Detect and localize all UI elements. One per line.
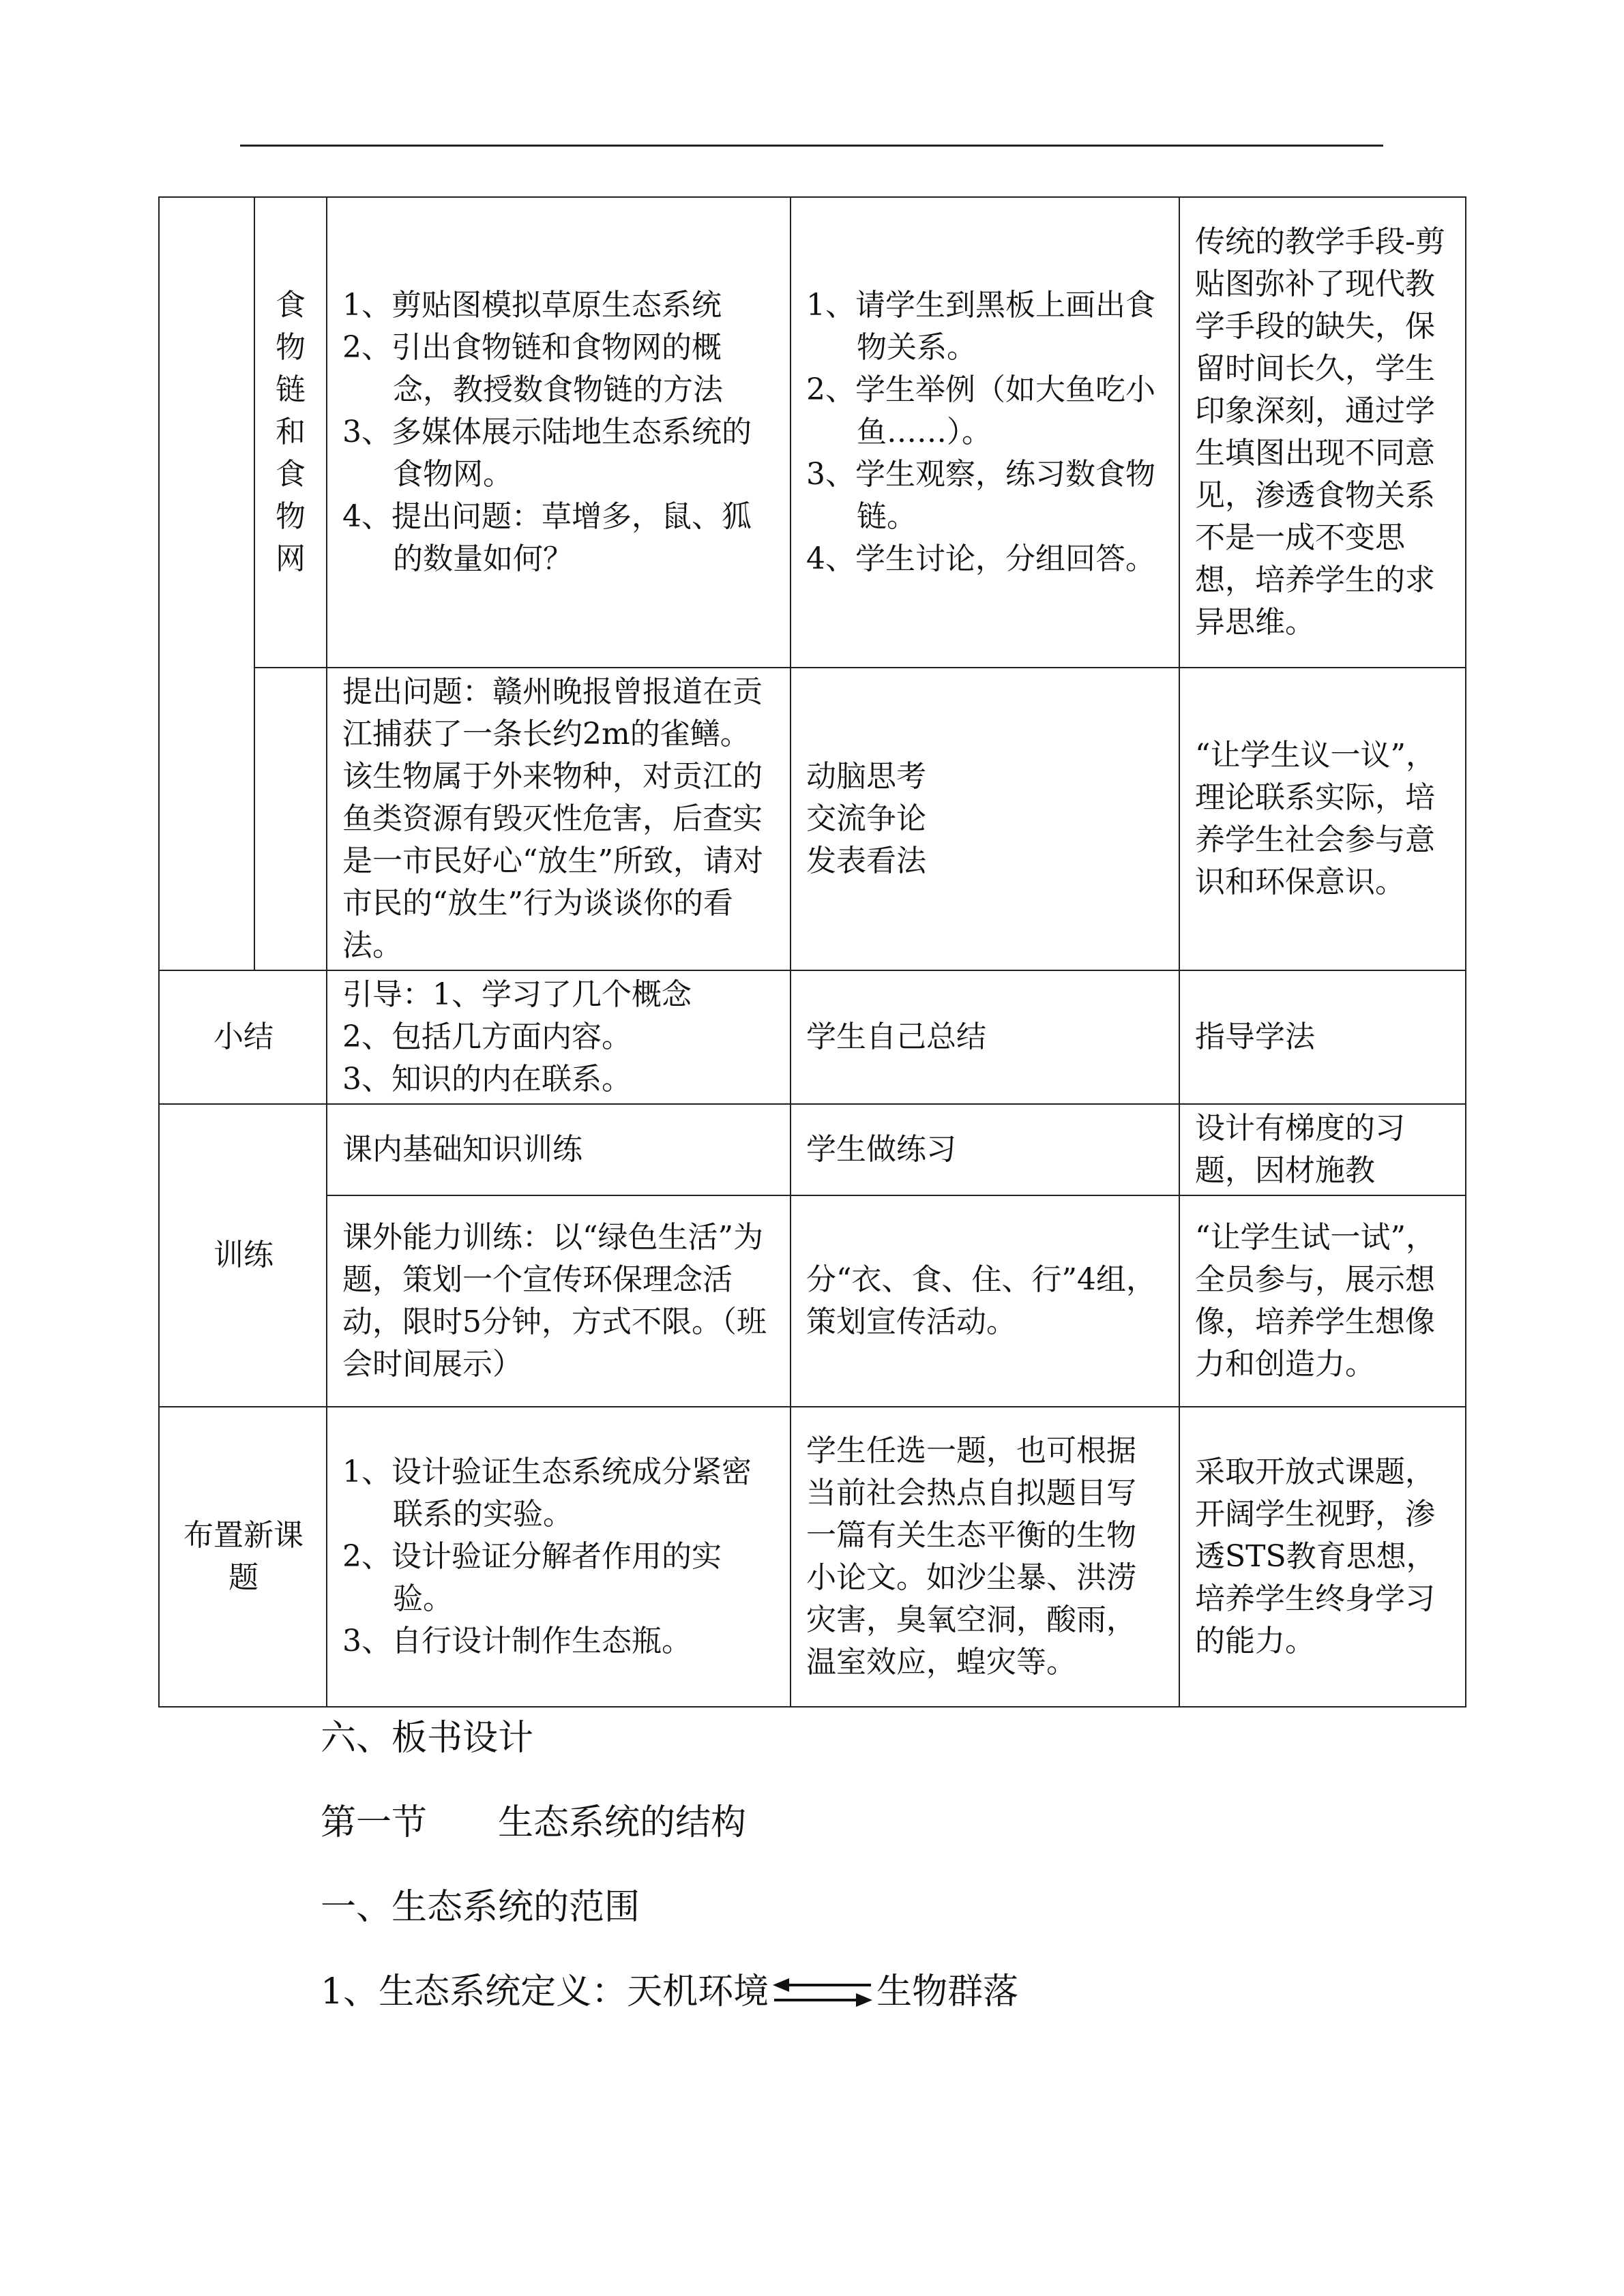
topic-char: 网 [276, 541, 306, 576]
topic-cell-blank [254, 668, 327, 970]
board-heading: 六、板书设计 [321, 1718, 534, 1759]
topic-char: 链 [276, 372, 306, 407]
list-item: 1、剪贴图模拟草原生态系统 [342, 288, 722, 323]
teacher-activity: 课内基础知识训练 [327, 1104, 791, 1195]
design-intent: 采取开放式课题，开阔学生视野，渗透STS教育思想，培养学生终身学习的能力。 [1179, 1407, 1466, 1707]
design-intent: “让学生议一议”，理论联系实际，培养学生社会参与意识和环保意识。 [1179, 668, 1466, 970]
table-row-food-chain [159, 197, 1466, 668]
list-item: 2、设计验证分解者作用的实验。 [342, 1539, 722, 1616]
topic-char: 物 [276, 499, 306, 534]
design-intent: 指导学法 [1179, 970, 1466, 1104]
table-row-release [159, 668, 1466, 970]
list-item: 3、知识的内在联系。 [342, 1062, 632, 1097]
teacher-activity [327, 197, 791, 668]
teacher-activity: 课外能力训练：以“绿色生活”为题，策划一个宣传环保理念活动，限时5分钟，方式不限。（班会时间展示） [327, 1195, 791, 1407]
table-row-training-basic [159, 1104, 1466, 1195]
list-item: 2、学生举例（如大鱼吃小鱼……）。 [806, 372, 1155, 449]
list-item: 2、包括几方面内容。 [342, 1019, 632, 1054]
board-section-title: 第一节 生态系统的结构 [321, 1802, 747, 1843]
list-item: 1、设计验证生态系统成分紧密联系的实验。 [342, 1455, 752, 1532]
topic-char: 物 [276, 330, 306, 365]
board-part-title: 一、生态系统的范围 [321, 1887, 640, 1928]
student-activity [791, 197, 1179, 668]
definition-suffix: 生物群落 [876, 1971, 1019, 2012]
list-item: 2、引出食物链和食物网的概念，教授数食物链的方法 [342, 330, 723, 407]
design-intent: 设计有梯度的习题，因材施教 [1179, 1104, 1466, 1195]
student-activity: 学生做练习 [791, 1104, 1179, 1195]
table-row-homework [159, 1407, 1466, 1707]
topic-food-chain [254, 197, 327, 668]
list-item: 交流争论 [806, 801, 926, 836]
list-item: 4、学生讨论，分组回答。 [806, 541, 1155, 576]
stage-label-summary: 小结 [159, 970, 327, 1104]
student-activity: 学生任选一题，也可根据当前社会热点自拟题目写一篇有关生态平衡的生物小论文。如沙尘暴、洪涝灾害，臭氧空洞，酸雨，温室效应，蝗灾等。 [791, 1407, 1179, 1707]
double-arrow-icon [771, 1971, 874, 2012]
header-rule [240, 145, 1383, 147]
teacher-activity: 提出问题：赣州晚报曾报道在贡江捕获了一条长约2m的雀鳝。该生物属于外来物种，对贡江的鱼类资源有毁灭性危害，后查实是一市民好心“放生”所致，请对市民的“放生”行为谈谈你的看法。 [327, 668, 791, 970]
list-item: 3、学生观察，练习数食物链。 [806, 457, 1155, 534]
board-definition [321, 1968, 1018, 2016]
table-row-summary [159, 970, 1466, 1104]
list-item: 3、自行设计制作生态瓶。 [342, 1624, 692, 1658]
student-activity: 分“衣、食、住、行”4组，策划宣传活动。 [791, 1195, 1179, 1407]
list-item: 4、提出问题：草增多，鼠、狐的数量如何？ [342, 499, 752, 576]
list-item: 发表看法 [806, 844, 926, 878]
student-activity: 学生自己总结 [791, 970, 1179, 1104]
topic-char: 和 [276, 415, 306, 449]
list-item: 引导：1、学习了几个概念 [342, 977, 692, 1012]
definition-prefix: 1、生态系统定义：天机环境 [321, 1971, 769, 2012]
topic-char: 食 [276, 288, 306, 323]
stage-label-homework: 布置新课题 [159, 1407, 327, 1707]
teacher-activity [327, 970, 791, 1104]
list-item: 动脑思考 [806, 759, 926, 794]
stage-label-training: 训练 [159, 1104, 327, 1407]
topic-char: 食 [276, 457, 306, 492]
lesson-plan-table [158, 196, 1466, 1708]
design-intent: “让学生试一试”，全员参与，展示想像，培养学生想像力和创造力。 [1179, 1195, 1466, 1407]
table-row-training-ability [159, 1195, 1466, 1407]
stage-cell-blank [159, 197, 254, 970]
list-item: 1、请学生到黑板上画出食物关系。 [806, 288, 1155, 365]
teacher-activity [327, 1407, 791, 1707]
design-intent: 传统的教学手段-剪贴图弥补了现代教学手段的缺失，保留时间长久，学生印象深刻，通过学生填图出现不同意见，渗透食物关系不是一成不变思想，培养学生的求异思维。 [1179, 197, 1466, 668]
list-item: 3、多媒体展示陆地生态系统的食物网。 [342, 415, 752, 492]
student-activity [791, 668, 1179, 970]
